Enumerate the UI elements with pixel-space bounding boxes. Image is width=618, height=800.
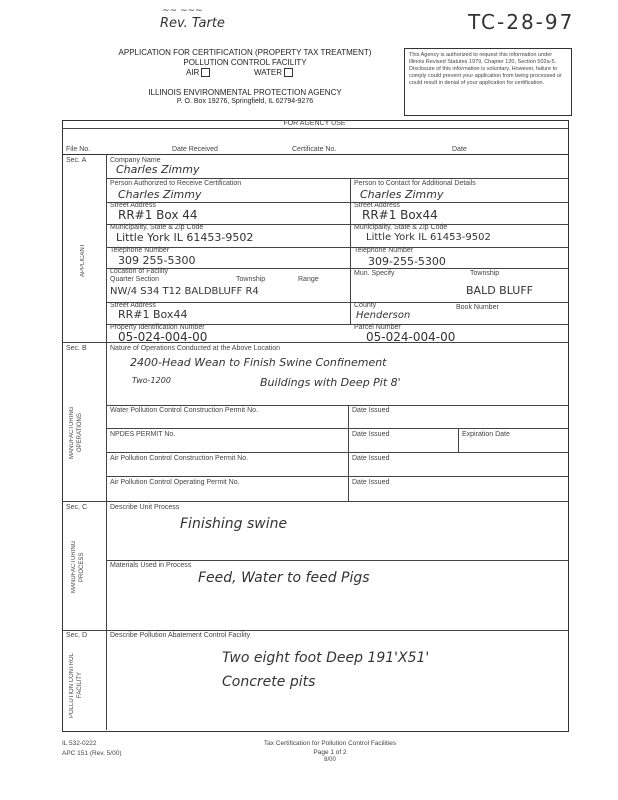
county-label: County: [354, 302, 377, 309]
sec-d-label: Sec. D: [66, 632, 88, 639]
person-contact-label: Person to Contact for Additional Details: [354, 180, 476, 187]
muni2-label: Municipality, State & Zip Code: [354, 224, 448, 231]
notice-text: This Agency is authorized to request this information under Illinois Revised Statutes 1979, Chapter 120, Section 502a-5. Disclosure of this information is voluntary. However, failure to comply could prevent your application from being processed or could result in denial of your application for certification.: [409, 52, 562, 86]
nature-value-1[interactable]: 2400-Head Wean to Finish Swine Confinement: [130, 356, 387, 369]
nature-label: Nature of Operations Conducted at the Above Location: [110, 345, 281, 352]
footer-center-2: Page 1 of 2: [313, 749, 347, 756]
form-title: APPLICATION FOR CERTIFICATION (PROPERTY TAX TREATMENT): [118, 48, 372, 57]
date-label: Date: [452, 146, 467, 153]
certificate-no-label: Certificate No.: [292, 146, 337, 153]
air-operating-label: Air Pollution Control Operating Permit No.: [110, 479, 240, 486]
person-contact-value[interactable]: Charles Zimmy: [360, 188, 444, 201]
phone1-label: Telephone Number: [110, 247, 170, 254]
water-permit-label: Water Pollution Control Construction Permit No.: [110, 407, 258, 414]
water-option[interactable]: [254, 68, 293, 77]
date-received-label: Date Received: [172, 146, 218, 153]
street2-value[interactable]: RR#1 Box44: [362, 208, 438, 222]
file-no-label: File No.: [66, 146, 91, 153]
sec-a-label: Sec. A: [66, 157, 87, 164]
unit-process-label: Describe Unit Process: [110, 504, 180, 511]
company-name-label: Company Name: [110, 157, 161, 164]
pollution-facility-value-2[interactable]: Concrete pits: [222, 674, 316, 690]
air-label: AIR: [186, 68, 200, 77]
expiration-label: Expiration Date: [462, 431, 510, 438]
sec-d-side-label: POLLUTION CONTROL FACILITY: [69, 652, 83, 718]
book-label: Book Number: [456, 304, 499, 311]
street2-label: Street Address: [354, 202, 400, 209]
agency-address: P. O. Box 19276, Springfield, IL 62794-9276: [176, 98, 314, 105]
nature-margin-note: Two-1200: [132, 376, 171, 385]
person-authorized-label: Person Authorized to Receive Certification: [110, 180, 242, 187]
npdes-date-label: Date Issued: [352, 431, 390, 438]
muni-specify-label: Mun. Specify: [354, 270, 395, 277]
footer-apc: APC 151 (Rev. 5/00): [62, 750, 122, 757]
footer-center-1: Tax Certification for Pollution Control Facilities: [263, 740, 397, 747]
sec-a-side-label: APPLICANT: [80, 243, 86, 277]
location-value[interactable]: NW/4 S34 T12 BALDBLUFF R4: [110, 286, 259, 297]
sec-c-label: Sec. C: [66, 504, 88, 511]
range-label: Range: [298, 276, 319, 283]
air-construction-date-label: Date Issued: [352, 455, 390, 462]
agency-use-title: FOR AGENCY USE: [283, 120, 346, 127]
person-authorized-value[interactable]: Charles Zimmy: [118, 188, 202, 201]
phone2-label: Telephone Number: [354, 247, 414, 254]
air-checkbox[interactable]: [201, 68, 210, 77]
muni2-value[interactable]: Little York IL 61453-9502: [366, 232, 491, 243]
npdes-label: NPDES PERMIT No.: [110, 431, 176, 438]
muni1-label: Municipality, State & Zip Code: [110, 224, 204, 231]
sec-c-side-label: MANUFACTURING PROCESS: [71, 540, 85, 594]
unit-process-value[interactable]: Finishing swine: [180, 516, 288, 532]
air-option[interactable]: [186, 68, 210, 77]
sec-b-label: Sec. B: [66, 345, 87, 352]
pollution-facility-label: Describe Pollution Abatement Control Facility: [110, 632, 251, 639]
company-name-value[interactable]: Charles Zimmy: [116, 163, 200, 176]
agency-name: ILLINOIS ENVIRONMENTAL PROTECTION AGENCY: [148, 88, 342, 97]
township2-value[interactable]: BALD BLUFF: [466, 284, 533, 297]
location-label: Location of Facility: [110, 268, 168, 275]
materials-value[interactable]: Feed, Water to feed Pigs: [198, 570, 370, 586]
water-permit-date-label: Date Issued: [352, 407, 390, 414]
sec-b-side-label: MANUFACTURING OPERATIONS: [69, 406, 83, 460]
township2-label: Township: [470, 270, 500, 277]
parcel-value[interactable]: 05-024-004-00: [366, 330, 456, 344]
scribble-top: ~~ ~~~: [162, 6, 203, 16]
property-id-label: Property Identification Number: [110, 324, 205, 331]
water-label: WATER: [254, 68, 282, 77]
air-construction-label: Air Pollution Control Construction Permit No.: [110, 455, 249, 462]
quarter-label: Quarter Section: [110, 276, 160, 283]
notice-box: [404, 48, 572, 116]
stamp-number: TC-28-97: [468, 10, 575, 34]
scribble-name: Rev. Tarte: [160, 16, 225, 31]
phone1-value[interactable]: 309 255-5300: [118, 254, 196, 267]
footer-form-no: IL 532-0222: [62, 740, 97, 747]
phone2-value[interactable]: 309-255-5300: [368, 255, 446, 268]
pollution-facility-value-1[interactable]: Two eight foot Deep 191'X51': [222, 650, 430, 666]
materials-label: Materials Used in Process: [110, 562, 192, 569]
nature-value-2[interactable]: Buildings with Deep Pit 8': [260, 376, 401, 389]
muni1-value[interactable]: Little York IL 61453-9502: [116, 231, 254, 244]
form-subtitle: POLLUTION CONTROL FACILITY: [183, 58, 307, 67]
street1-label: Street Address: [110, 202, 156, 209]
property-id-value[interactable]: 05-024-004-00: [118, 330, 208, 344]
township-label: Township: [236, 276, 266, 283]
footer-center-3: 8/00: [324, 757, 336, 763]
street3-value[interactable]: RR#1 Box44: [118, 308, 188, 321]
water-checkbox[interactable]: [284, 68, 293, 77]
street3-label: Street Address: [110, 302, 156, 309]
air-operating-date-label: Date Issued: [352, 479, 390, 486]
parcel-label: Parcel Number: [354, 324, 401, 331]
county-value[interactable]: Henderson: [356, 310, 411, 321]
street1-value[interactable]: RR#1 Box 44: [118, 208, 198, 222]
